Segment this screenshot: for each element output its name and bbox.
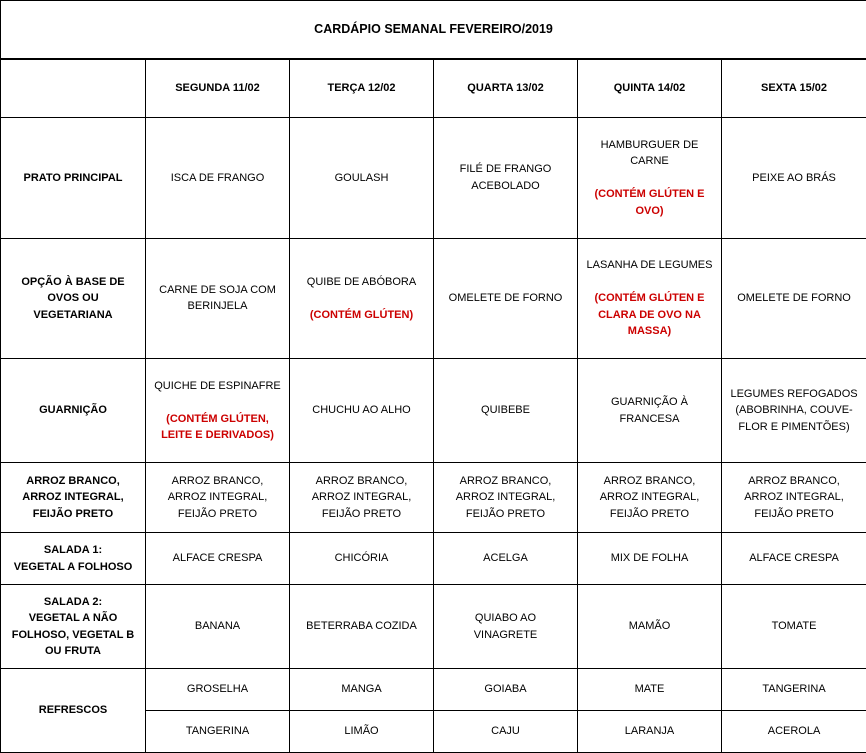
table-row	[1, 533, 866, 585]
row-label-arroz-feijao: ARROZ BRANCO, ARROZ INTEGRAL, FEIJÃO PRETO	[1, 463, 146, 533]
menu-cell	[146, 669, 290, 711]
menu-cell	[290, 463, 434, 533]
menu-cell	[722, 585, 866, 669]
dish-text: GUARNIÇÃO À FRANCESA	[583, 394, 716, 427]
drink-text: TANGERINA	[151, 723, 284, 740]
dish-text: OMELETE DE FORNO	[439, 290, 572, 307]
menu-cell	[722, 463, 866, 533]
menu-cell	[434, 118, 578, 239]
page-title: CARDÁPIO SEMANAL FEVEREIRO/2019	[1, 1, 866, 59]
table-header-row	[1, 59, 866, 118]
drink-text: GROSELHA	[151, 681, 284, 698]
menu-cell	[146, 463, 290, 533]
dish-text: ALFACE CRESPA	[727, 550, 861, 567]
row-label-salada-1: SALADA 1: VEGETAL A FOLHOSO	[1, 533, 146, 585]
menu-cell	[722, 533, 866, 585]
menu-cell	[290, 711, 434, 753]
dish-text: ISCA DE FRANGO	[151, 170, 284, 187]
row-label-opcao-vegetariana: OPÇÃO À BASE DE OVOS OU VEGETARIANA	[1, 238, 146, 359]
drink-text: GOIABA	[439, 681, 572, 698]
dish-text: FILÉ DE FRANGO ACEBOLADO	[439, 161, 572, 194]
dish-text: ARROZ BRANCO, ARROZ INTEGRAL, FEIJÃO PRETO	[439, 473, 572, 523]
menu-cell	[434, 585, 578, 669]
allergen-note: (CONTÉM GLÚTEN E CLARA DE OVO NA MASSA)	[583, 290, 716, 340]
dish-text: CARNE DE SOJA COM BERINJELA	[151, 282, 284, 315]
menu-cell	[146, 359, 290, 463]
menu-cell	[578, 463, 722, 533]
day-header-quarta: QUARTA 13/02	[434, 59, 578, 118]
menu-cell	[434, 669, 578, 711]
drink-text: ACEROLA	[727, 723, 861, 740]
row-label-salada-2: SALADA 2: VEGETAL A NÃO FOLHOSO, VEGETAL B OU FRUTA	[1, 585, 146, 669]
allergen-note: (CONTÉM GLÚTEN E OVO)	[583, 186, 716, 219]
day-header-segunda: SEGUNDA 11/02	[146, 59, 290, 118]
menu-cell	[722, 118, 866, 239]
menu-cell	[434, 533, 578, 585]
dish-text: BETERRABA COZIDA	[295, 618, 428, 635]
dish-text: ARROZ BRANCO, ARROZ INTEGRAL, FEIJÃO PRETO	[295, 473, 428, 523]
table-row	[1, 463, 866, 533]
dish-text: TOMATE	[727, 618, 861, 635]
row-label-guarnicao: GUARNIÇÃO	[1, 359, 146, 463]
drink-text: TANGERINA	[727, 681, 861, 698]
allergen-note: (CONTÉM GLÚTEN)	[295, 307, 428, 324]
table-row	[1, 238, 866, 359]
dish-text: QUIABO AO VINAGRETE	[439, 610, 572, 643]
dish-text: QUIBEBE	[439, 402, 572, 419]
dish-text: CHUCHU AO ALHO	[295, 402, 428, 419]
drink-text: MATE	[583, 681, 716, 698]
drink-text: MANGA	[295, 681, 428, 698]
table-row	[1, 118, 866, 239]
day-header-sexta: SEXTA 15/02	[722, 59, 866, 118]
menu-cell	[578, 711, 722, 753]
menu-cell	[578, 533, 722, 585]
menu-cell	[434, 711, 578, 753]
dish-text: ALFACE CRESPA	[151, 550, 284, 567]
dish-text: BANANA	[151, 618, 284, 635]
menu-cell	[434, 463, 578, 533]
menu-cell	[290, 359, 434, 463]
menu-cell	[578, 359, 722, 463]
drink-text: LIMÃO	[295, 723, 428, 740]
dish-text: ARROZ BRANCO, ARROZ INTEGRAL, FEIJÃO PRETO	[151, 473, 284, 523]
menu-cell	[290, 118, 434, 239]
menu-cell	[722, 711, 866, 753]
menu-cell	[146, 118, 290, 239]
menu-cell	[146, 533, 290, 585]
menu-cell	[290, 669, 434, 711]
drink-text: LARANJA	[583, 723, 716, 740]
dish-text: GOULASH	[295, 170, 428, 187]
allergen-note: (CONTÉM GLÚTEN, LEITE E DERIVADOS)	[151, 411, 284, 444]
menu-cell	[578, 669, 722, 711]
menu-cell	[290, 238, 434, 359]
menu-cell	[578, 118, 722, 239]
table-row	[1, 359, 866, 463]
dish-text: LASANHA DE LEGUMES	[583, 257, 716, 274]
menu-cell	[290, 533, 434, 585]
day-header-quinta: QUINTA 14/02	[578, 59, 722, 118]
menu-cell	[290, 585, 434, 669]
dish-text: PEIXE AO BRÁS	[727, 170, 861, 187]
day-header-terca: TERÇA 12/02	[290, 59, 434, 118]
dish-text: MIX DE FOLHA	[583, 550, 716, 567]
dish-text: MAMÃO	[583, 618, 716, 635]
menu-cell	[434, 359, 578, 463]
table-row	[1, 669, 866, 711]
dish-text: QUICHE DE ESPINAFRE	[151, 378, 284, 395]
menu-cell	[146, 711, 290, 753]
menu-cell	[146, 238, 290, 359]
menu-cell	[722, 238, 866, 359]
row-label-refrescos: REFRESCOS	[1, 669, 146, 753]
dish-text: CHICÓRIA	[295, 550, 428, 567]
menu-cell	[578, 238, 722, 359]
menu-cell	[578, 585, 722, 669]
dish-text: ACELGA	[439, 550, 572, 567]
corner-cell	[1, 59, 146, 118]
dish-text: HAMBURGUER DE CARNE	[583, 137, 716, 170]
dish-text: QUIBE DE ABÓBORA	[295, 274, 428, 291]
title-row	[1, 1, 866, 59]
dish-text: LEGUMES REFOGADOS (ABOBRINHA, COUVE- FLOR E PIMENTÕES)	[727, 386, 861, 436]
dish-text: OMELETE DE FORNO	[727, 290, 861, 307]
menu-cell	[722, 669, 866, 711]
dish-text: ARROZ BRANCO, ARROZ INTEGRAL, FEIJÃO PRETO	[727, 473, 861, 523]
drink-text: CAJU	[439, 723, 572, 740]
menu-cell	[146, 585, 290, 669]
table-row	[1, 585, 866, 669]
row-label-prato-principal: PRATO PRINCIPAL	[1, 118, 146, 239]
menu-cell	[722, 359, 866, 463]
dish-text: ARROZ BRANCO, ARROZ INTEGRAL, FEIJÃO PRETO	[583, 473, 716, 523]
menu-cell	[434, 238, 578, 359]
